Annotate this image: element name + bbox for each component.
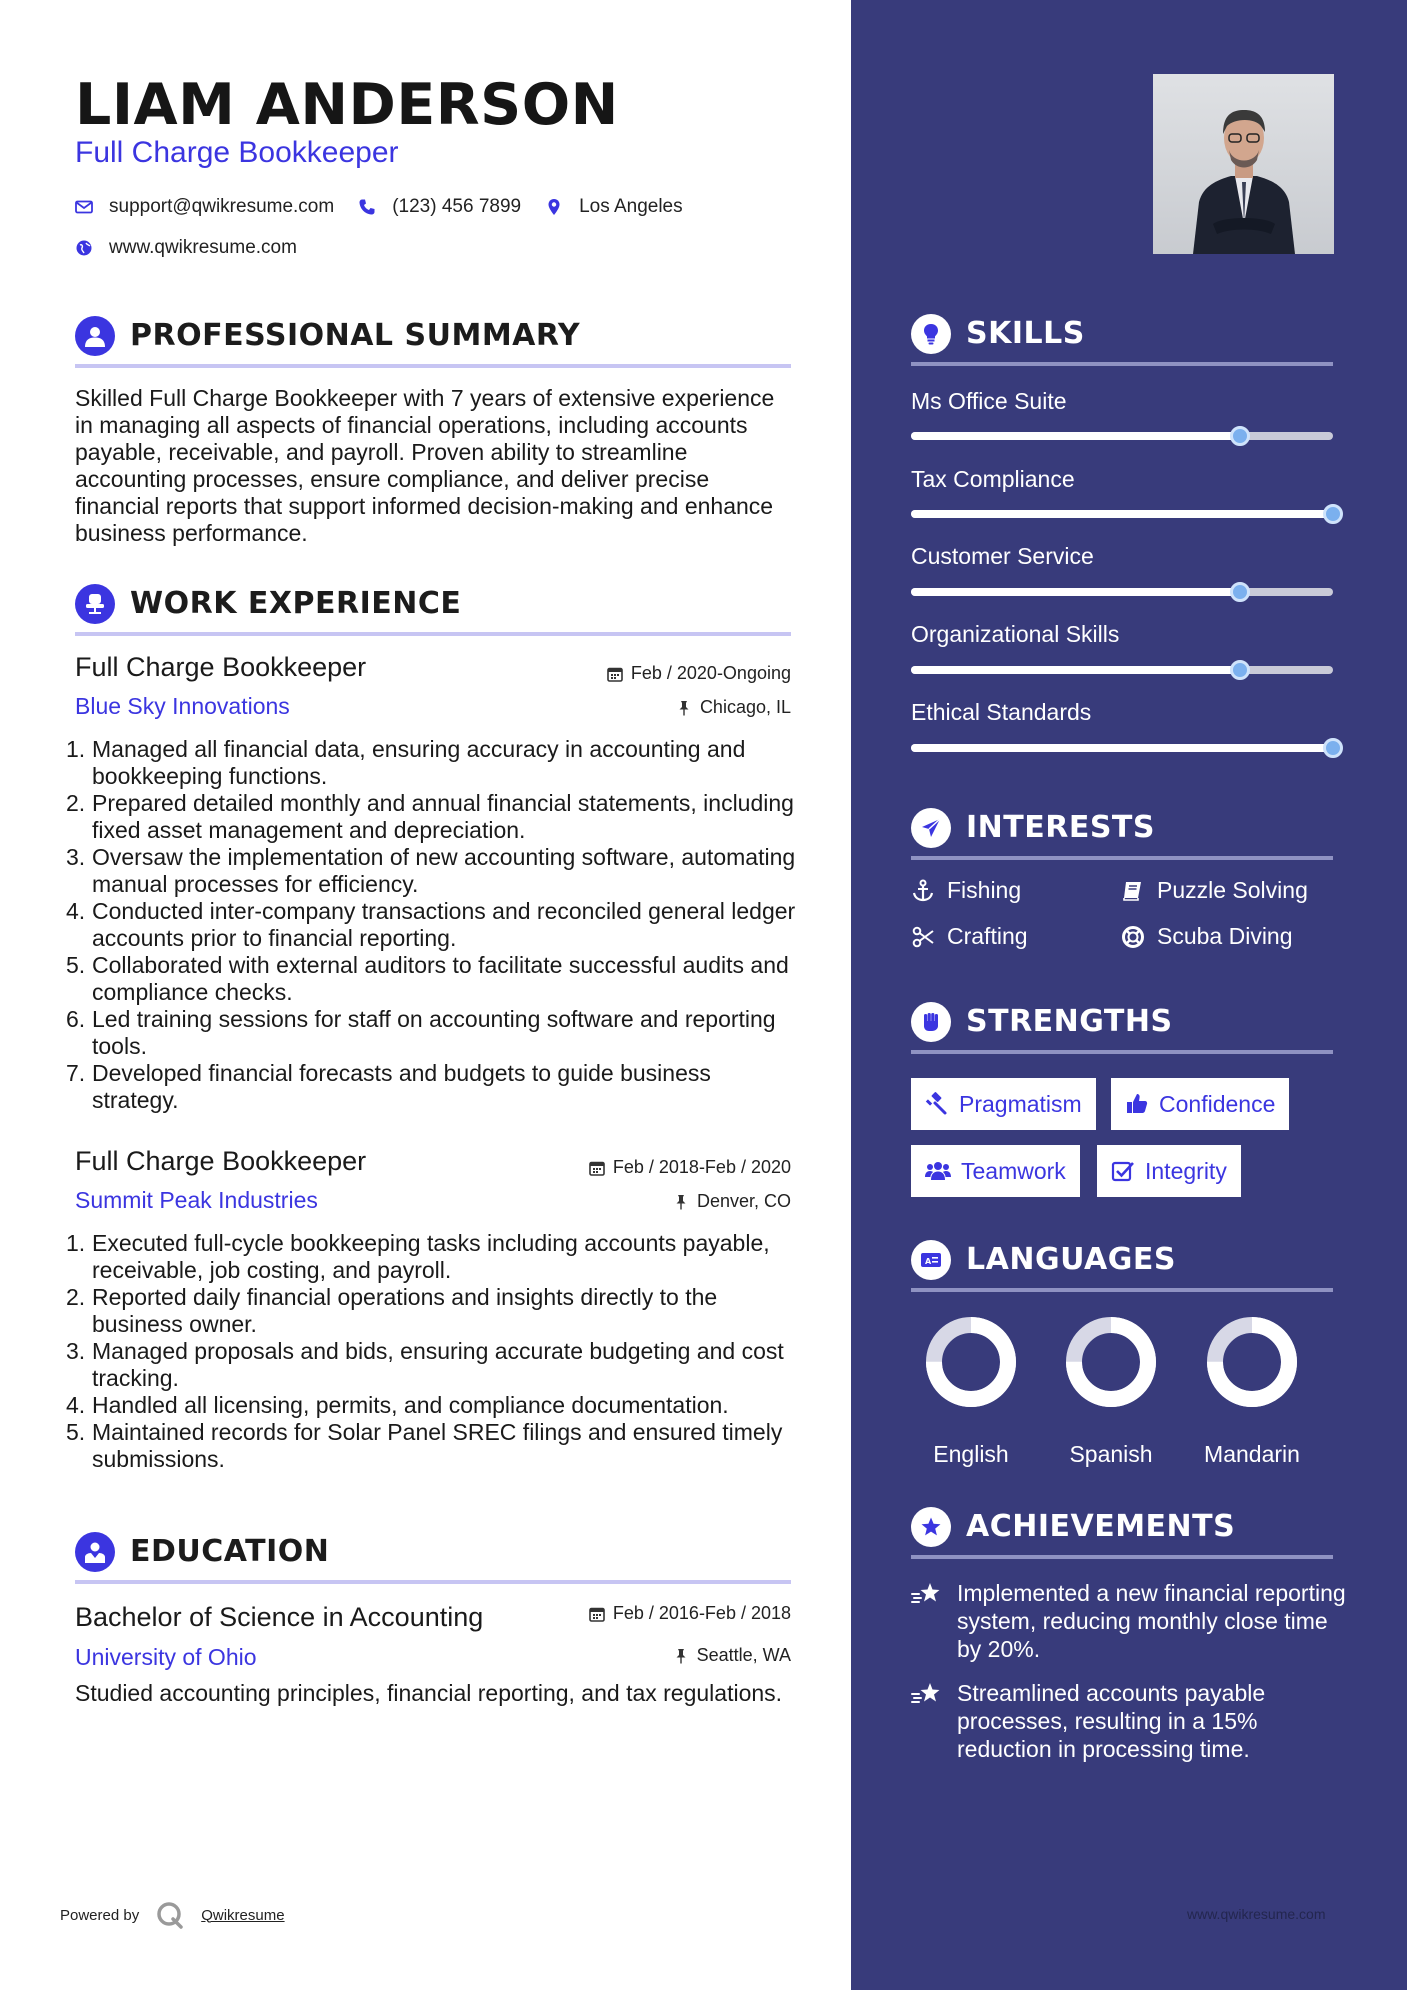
section-divider bbox=[75, 364, 791, 368]
strength-chip bbox=[911, 1078, 1096, 1130]
section-header-languages bbox=[911, 1238, 1333, 1292]
language-item bbox=[1192, 1316, 1312, 1468]
achievement-text: Implemented a new financial reporting system, reducing monthly close time by 20%. bbox=[957, 1580, 1346, 1662]
list-item: 2. Reported daily financial operations and insights directly to the business owner. bbox=[66, 1284, 718, 1337]
contact-row-2 bbox=[75, 237, 321, 259]
strength-label: Teamwork bbox=[961, 1157, 1066, 1184]
shooting-star-icon bbox=[911, 1581, 943, 1609]
powered-by-footer bbox=[60, 1900, 285, 1930]
check-square-icon bbox=[1111, 1159, 1135, 1183]
skill-bar-fill bbox=[911, 510, 1333, 518]
section-title-languages: LANGUAGES bbox=[966, 1242, 1176, 1277]
envelope-icon bbox=[75, 198, 93, 216]
profile-photo bbox=[1153, 74, 1334, 254]
job-location bbox=[673, 1191, 791, 1212]
phone-icon bbox=[358, 198, 376, 216]
section-divider bbox=[75, 632, 791, 636]
skill-bar[interactable] bbox=[911, 510, 1333, 518]
section-title-education: EDUCATION bbox=[130, 1534, 330, 1569]
education-date bbox=[589, 1603, 791, 1624]
job-company: Summit Peak Industries bbox=[75, 1187, 318, 1213]
calendar-icon bbox=[607, 666, 623, 682]
skill-label: Ethical Standards bbox=[911, 699, 1092, 725]
contact-phone[interactable]: (123) 456 7899 bbox=[392, 196, 522, 217]
contact-website[interactable]: www.qwikresume.com bbox=[109, 237, 297, 258]
interest-item bbox=[911, 923, 1028, 950]
svg-text:A: A bbox=[925, 1257, 932, 1266]
education-location-text: Seattle, WA bbox=[696, 1645, 791, 1665]
skill-bar-fill bbox=[911, 432, 1240, 440]
list-item: 4. Conducted inter-company transactions and reconciled general ledger accounts prior to financial reporting. bbox=[66, 898, 796, 951]
section-title-experience: WORK EXPERIENCE bbox=[130, 586, 462, 621]
book-icon bbox=[1121, 879, 1145, 903]
section-divider bbox=[911, 1555, 1333, 1559]
strength-chip bbox=[1097, 1145, 1241, 1197]
language-item bbox=[1051, 1316, 1171, 1468]
powered-by-label: Powered by bbox=[60, 1906, 140, 1924]
language-ring bbox=[1065, 1316, 1157, 1408]
list-item: 5. Collaborated with external auditors to facilitate successful audits and compliance checks. bbox=[66, 952, 789, 1005]
map-marker-icon bbox=[545, 198, 563, 216]
skill-bar[interactable] bbox=[911, 432, 1333, 440]
job-location-text: Chicago, IL bbox=[699, 697, 791, 717]
job-duties-list bbox=[66, 736, 796, 1114]
section-divider bbox=[911, 856, 1333, 860]
scissors-icon bbox=[911, 925, 935, 949]
section-header-education bbox=[75, 1528, 791, 1582]
interest-label: Crafting bbox=[947, 923, 1028, 949]
language-label: English bbox=[933, 1441, 1009, 1467]
language-label: Spanish bbox=[1069, 1441, 1153, 1467]
interest-item bbox=[1121, 923, 1293, 950]
job-company: Blue Sky Innovations bbox=[75, 693, 290, 719]
contact-email[interactable]: support@qwikresume.com bbox=[109, 196, 335, 217]
section-divider bbox=[911, 1288, 1333, 1292]
section-title-interests: INTERESTS bbox=[966, 810, 1155, 845]
skill-bar[interactable] bbox=[911, 744, 1333, 752]
achievement-text: Streamlined accounts payable processes, resulting in a 15% reduction in processing time. bbox=[957, 1680, 1266, 1762]
skill-knob[interactable] bbox=[1230, 426, 1250, 446]
list-item: 1. Managed all financial data, ensuring accuracy in accounting and bookkeeping functions. bbox=[66, 736, 746, 789]
list-item: 3. Managed proposals and bids, ensuring accurate budgeting and cost tracking. bbox=[66, 1338, 784, 1391]
education-date-text: Feb / 2016-Feb / 2018 bbox=[612, 1603, 791, 1623]
section-title-strengths: STRENGTHS bbox=[966, 1004, 1173, 1039]
job-date-text: Feb / 2020-Ongoing bbox=[630, 663, 791, 683]
paper-plane-icon bbox=[911, 808, 951, 848]
qwikresume-link[interactable]: Qwikresume bbox=[201, 1906, 285, 1924]
section-header-skills bbox=[911, 312, 1333, 366]
job-duties-list bbox=[66, 1230, 796, 1473]
education-location bbox=[673, 1645, 791, 1666]
section-divider bbox=[911, 362, 1333, 366]
skill-knob[interactable] bbox=[1323, 504, 1343, 524]
interest-label: Scuba Diving bbox=[1157, 923, 1293, 949]
contact-row-1 bbox=[75, 196, 707, 218]
skill-knob[interactable] bbox=[1323, 738, 1343, 758]
skill-bar-fill bbox=[911, 666, 1240, 674]
interest-item bbox=[911, 877, 1021, 904]
section-header-interests bbox=[911, 806, 1333, 860]
interest-label: Fishing bbox=[947, 877, 1022, 903]
qwikresume-logo-icon bbox=[155, 1900, 185, 1930]
globe-icon bbox=[75, 239, 93, 257]
section-title-skills: SKILLS bbox=[966, 316, 1085, 351]
language-label: Mandarin bbox=[1204, 1441, 1300, 1467]
section-header-experience bbox=[75, 580, 791, 634]
calendar-icon bbox=[589, 1606, 605, 1622]
job-date bbox=[589, 1157, 791, 1178]
users-icon bbox=[925, 1159, 951, 1183]
job-date-text: Feb / 2018-Feb / 2020 bbox=[612, 1157, 791, 1177]
section-header-strengths bbox=[911, 1000, 1333, 1054]
thumbs-up-icon bbox=[1125, 1092, 1149, 1116]
star-badge-icon bbox=[911, 1507, 951, 1547]
life-ring-icon bbox=[1121, 925, 1145, 949]
strength-label: Integrity bbox=[1145, 1157, 1227, 1184]
strength-label: Confidence bbox=[1159, 1090, 1276, 1117]
job-title: Full Charge Bookkeeper bbox=[75, 652, 367, 682]
language-ring bbox=[925, 1316, 1017, 1408]
skill-bar[interactable] bbox=[911, 588, 1333, 596]
job-title: Full Charge Bookkeeper bbox=[75, 1146, 367, 1176]
list-item: 6. Led training sessions for staff on accounting software and reporting tools. bbox=[66, 1006, 776, 1059]
sidebar bbox=[851, 0, 1407, 1990]
strength-chip bbox=[1111, 1078, 1289, 1130]
job-location bbox=[676, 697, 791, 718]
skill-bar-fill bbox=[911, 744, 1333, 752]
job-location-text: Denver, CO bbox=[696, 1191, 791, 1211]
section-divider bbox=[75, 1580, 791, 1584]
pushpin-icon bbox=[673, 1648, 689, 1664]
language-item bbox=[911, 1316, 1031, 1468]
skill-label: Organizational Skills bbox=[911, 621, 1120, 647]
section-header-achievements bbox=[911, 1505, 1333, 1559]
section-divider bbox=[911, 1050, 1333, 1054]
language-ring bbox=[1206, 1316, 1298, 1408]
section-header-summary bbox=[75, 312, 791, 366]
summary-text: Skilled Full Charge Bookkeeper with 7 years of extensive experience in managing all aspects of financial operations, including accounts payable, receivable, and payroll. Proven ability to streamline accounting processes, ensure compliance, and deliver precise financial reports that support informed decision-making and enhance business performance. bbox=[75, 385, 775, 546]
list-item: 7. Developed financial forecasts and budgets to guide business strategy. bbox=[66, 1060, 711, 1113]
skill-label: Tax Compliance bbox=[911, 466, 1075, 492]
anchor-icon bbox=[911, 879, 935, 903]
skill-knob[interactable] bbox=[1230, 660, 1250, 680]
candidate-name: LIAM ANDERSON bbox=[75, 72, 619, 138]
section-title-summary: PROFESSIONAL SUMMARY bbox=[130, 318, 581, 353]
section-title-achievements: ACHIEVEMENTS bbox=[966, 1509, 1236, 1544]
skill-knob[interactable] bbox=[1230, 582, 1250, 602]
strength-label: Pragmatism bbox=[959, 1090, 1082, 1117]
skill-label: Customer Service bbox=[911, 543, 1094, 569]
language-card-icon bbox=[911, 1240, 951, 1280]
skill-bar-fill bbox=[911, 588, 1240, 596]
interest-label: Puzzle Solving bbox=[1157, 877, 1308, 903]
degree-title: Bachelor of Science in Accounting bbox=[75, 1602, 484, 1632]
fist-icon bbox=[911, 1002, 951, 1042]
list-item: 5. Maintained records for Solar Panel SREC filings and ensured timely submissions. bbox=[66, 1419, 783, 1472]
footer-website[interactable]: www.qwikresume.com bbox=[1187, 1906, 1326, 1922]
contact-location: Los Angeles bbox=[579, 196, 683, 217]
skill-label: Ms Office Suite bbox=[911, 388, 1067, 414]
list-item: 4. Handled all licensing, permits, and compliance documentation. bbox=[66, 1392, 729, 1418]
list-item: 2. Prepared detailed monthly and annual financial statements, including fixed asset management and depreciation. bbox=[66, 790, 794, 843]
list-item: 3. Oversaw the implementation of new accounting software, automating manual processes for efficiency. bbox=[66, 844, 796, 897]
pushpin-icon bbox=[676, 700, 692, 716]
strength-chip bbox=[911, 1145, 1080, 1197]
school-name: University of Ohio bbox=[75, 1644, 257, 1670]
job-date bbox=[607, 663, 791, 684]
shooting-star-icon bbox=[911, 1681, 943, 1709]
briefcase-chair-icon bbox=[75, 584, 115, 624]
graduate-icon bbox=[75, 1532, 115, 1572]
education-description: Studied accounting principles, financial reporting, and tax regulations. bbox=[75, 1680, 783, 1706]
pushpin-icon bbox=[673, 1194, 689, 1210]
gavel-icon bbox=[925, 1092, 949, 1116]
achievement-item bbox=[911, 1579, 1351, 1663]
user-icon bbox=[75, 316, 115, 356]
achievement-item bbox=[911, 1679, 1351, 1763]
lightbulb-icon bbox=[911, 314, 951, 354]
skill-bar[interactable] bbox=[911, 666, 1333, 674]
candidate-role: Full Charge Bookkeeper bbox=[75, 136, 399, 169]
calendar-icon bbox=[589, 1160, 605, 1176]
interest-item bbox=[1121, 877, 1308, 904]
list-item: 1. Executed full-cycle bookkeeping tasks including accounts payable, receivable, job costing, and payroll. bbox=[66, 1230, 770, 1283]
